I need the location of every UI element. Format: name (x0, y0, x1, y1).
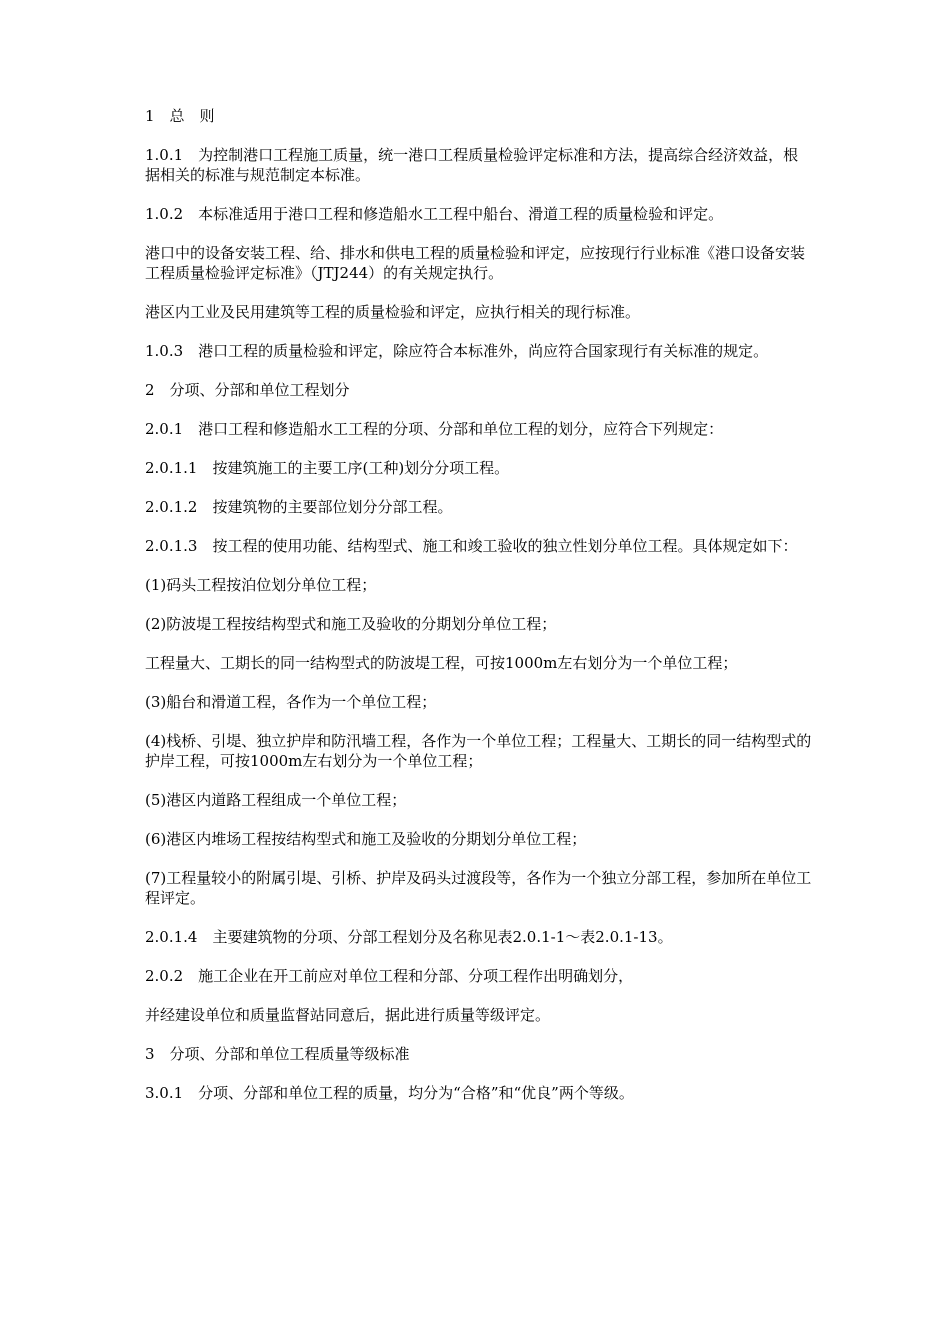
clause-2-0-1-4: 2.0.1.4 主要建筑物的分项、分部工程划分及名称见表2.0.1-1～表2.0.1-13。 (145, 928, 673, 946)
list-item-6: (6)港区内堆场工程按结构型式和施工及验收的分期划分单位工程； (145, 830, 587, 848)
clause-2-0-1-2: 2.0.1.2 按建筑物的主要部位划分分部工程。 (145, 498, 453, 516)
list-item-3: (3)船台和滑道工程，各作为一个单位工程； (145, 693, 437, 711)
paragraph-equipment-installation: 港口中的设备安装工程、给、排水和供电工程的质量检验和评定，应按现行行业标准《港口设备安装工程质量检验评定标准》（JTJ244）的有关规定执行。 (145, 244, 806, 282)
heading-quality-grades: 3 分项、分部和单位工程质量等级标准 (145, 1045, 410, 1063)
clause-2-0-1-3: 2.0.1.3 按工程的使用功能、结构型式、施工和竣工验收的独立性划分单位工程。具体规定如下： (145, 537, 798, 555)
heading-general-principles: 1 总 则 (145, 107, 215, 125)
paragraph-breakwater-length: 工程量大、工期长的同一结构型式的防波堤工程，可按1000m左右划分为一个单位工程； (145, 654, 738, 672)
document-body (145, 106, 813, 1122)
heading-project-division: 2 分项、分部和单位工程划分 (145, 381, 350, 399)
list-item-1: (1)码头工程按泊位划分单位工程； (145, 576, 377, 594)
clause-1-0-2: 1.0.2 本标准适用于港口工程和修造船水工工程中船台、滑道工程的质量检验和评定。 (145, 205, 724, 223)
paragraph-civil-buildings: 港区内工业及民用建筑等工程的质量检验和评定，应执行相关的现行标准。 (145, 303, 641, 321)
clause-3-0-1: 3.0.1 分项、分部和单位工程的质量，均分为“合格”和“优良”两个等级。 (145, 1084, 634, 1102)
clause-1-0-3: 1.0.3 港口工程的质量检验和评定，除应符合本标准外，尚应符合国家现行有关标准的规定。 (145, 342, 769, 360)
list-item-7: (7)工程量较小的附属引堤、引桥、护岸及码头过渡段等，各作为一个独立分部工程，参加所在单位工程评定。 (145, 869, 812, 907)
list-item-2: (2)防波堤工程按结构型式和施工及验收的分期划分单位工程； (145, 615, 557, 633)
clause-1-0-1: 1.0.1 为控制港口工程施工质量，统一港口工程质量检验评定标准和方法，提高综合经济效益，根据相关的标准与规范制定本标准。 (145, 146, 799, 184)
clause-2-0-1-1: 2.0.1.1 按建筑施工的主要工序(工种)划分分项工程。 (145, 459, 510, 477)
clause-2-0-2: 2.0.2 施工企业在开工前应对单位工程和分部、分项工程作出明确划分， (145, 967, 634, 985)
clause-2-0-1: 2.0.1 港口工程和修造船水工工程的分项、分部和单位工程的划分，应符合下列规定： (145, 420, 724, 438)
list-item-4: (4)栈桥、引堤、独立护岸和防汛墙工程，各作为一个单位工程；工程量大、工期长的同一结构型式的护岸工程，可按1000m左右划分为一个单位工程； (145, 732, 812, 770)
paragraph-approval: 并经建设单位和质量监督站同意后，据此进行质量等级评定。 (145, 1006, 551, 1024)
list-item-5: (5)港区内道路工程组成一个单位工程； (145, 791, 407, 809)
